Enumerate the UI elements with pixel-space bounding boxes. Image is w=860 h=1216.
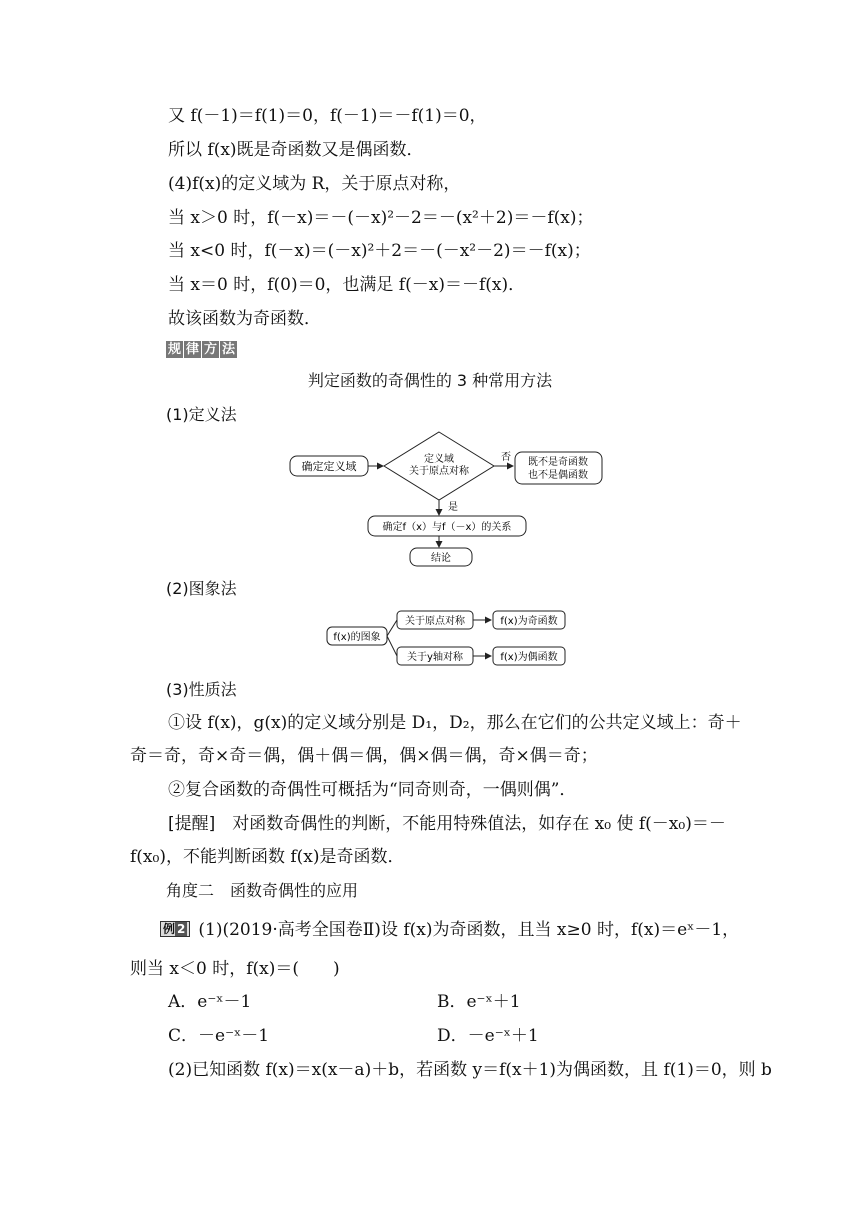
text-line: 所以 f(x)既是奇函数又是偶函数． [168, 140, 424, 160]
method-tag-char: 规 [167, 342, 181, 357]
example2-q1-cont: 则当 x＜0 时，f(x)＝( ) [130, 959, 340, 979]
text-line: 当 x＝0 时，f(0)＝0，也满足 f(－x)＝－f(x)． [168, 275, 526, 295]
reminder-line2: f(x₀)，不能判断函数 f(x)是奇函数． [130, 847, 405, 867]
graph-result1: f(x)为奇函数 [500, 616, 558, 627]
reminder-line1 [168, 813, 726, 835]
section-title: 判定函数的奇偶性的 3 种常用方法 [307, 371, 553, 390]
flow-relation: 确定f（x）与f（－x）的关系 [382, 522, 512, 533]
example2-q1 [160, 919, 739, 941]
method3-point1-cont: 奇＝奇，奇×奇＝偶，偶＋偶＝偶，偶×偶＝偶，奇×偶＝奇； [130, 746, 598, 766]
angle2-heading: 角度二 函数奇偶性的应用 [166, 881, 359, 900]
text-line: 当 x＞0 时，f(－x)＝－(－x)²－2＝－(x²＋2)＝－f(x)； [168, 208, 594, 228]
flow-decision-line1: 定义域 [424, 454, 454, 465]
flow-no-label: 否 [501, 452, 511, 463]
method-tag-char: 方 [203, 342, 217, 357]
graph-branch1: 关于原点对称 [405, 616, 465, 627]
option-c: C．－e⁻ˣ－1 [168, 1026, 270, 1046]
method3-point1: ①设 f(x)，g(x)的定义域分别是 D₁，D₂，那么在它们的公共定义域上：奇＋ [168, 713, 742, 733]
graph-flowchart [325, 606, 570, 668]
method2-title: (2)图象法 [166, 579, 237, 598]
flow-conclusion: 结论 [431, 553, 451, 564]
text-line: 又 f(－1)＝f(1)＝0，f(－1)＝－f(1)＝0， [168, 106, 487, 126]
example2-q2: (2)已知函数 f(x)＝x(x－a)＋b，若函数 y＝f(x＋1)为偶函数，且 f(1)＝0，则 b [168, 1060, 772, 1080]
graph-branch2: 关于y轴对称 [407, 652, 463, 663]
option-d: D．－e⁻ˣ＋1 [437, 1026, 539, 1046]
reminder-label: [提醒] [168, 814, 216, 834]
option-b: B．e⁻ˣ＋1 [437, 992, 521, 1012]
flow-decision-line2: 关于原点对称 [409, 466, 469, 477]
definition-flowchart [280, 430, 610, 572]
method-tag-char: 法 [221, 342, 235, 357]
method3-title: (3)性质法 [166, 680, 237, 699]
example-badge: 例 2 [160, 921, 190, 937]
method-tag [166, 341, 237, 358]
flow-no-result-line2: 也不是偶函数 [528, 470, 588, 481]
text-line: 当 x<0 时，f(－x)＝(－x)²＋2＝－(－x²－2)＝－f(x)； [168, 241, 591, 261]
flow-no-result-line1: 既不是奇函数 [528, 457, 588, 468]
example2-q1-text: (1)(2019·高考全国卷Ⅱ)设 f(x)为奇函数，且当 x≥0 时，f(x)＝eˣ－1， [198, 920, 740, 940]
option-a: A．e⁻ˣ－1 [168, 992, 252, 1012]
text-line: 故该函数为奇函数． [168, 309, 321, 329]
method3-point2: ②复合函数的奇偶性可概括为“同奇则奇，一偶则偶”． [168, 780, 577, 800]
flow-start: 确定定义域 [301, 460, 357, 473]
method-tag-char: 律 [185, 342, 199, 357]
flow-yes-label: 是 [448, 502, 458, 513]
method1-title: (1)定义法 [166, 405, 237, 424]
reminder-text: 对函数奇偶性的判断，不能用特殊值法，如存在 x₀ 使 f(－x₀)＝－ [215, 814, 726, 834]
text-line: (4)f(x)的定义域为 R，关于原点对称， [168, 174, 461, 194]
graph-source: f(x)的图象 [333, 632, 381, 643]
graph-result2: f(x)为偶函数 [500, 652, 558, 663]
